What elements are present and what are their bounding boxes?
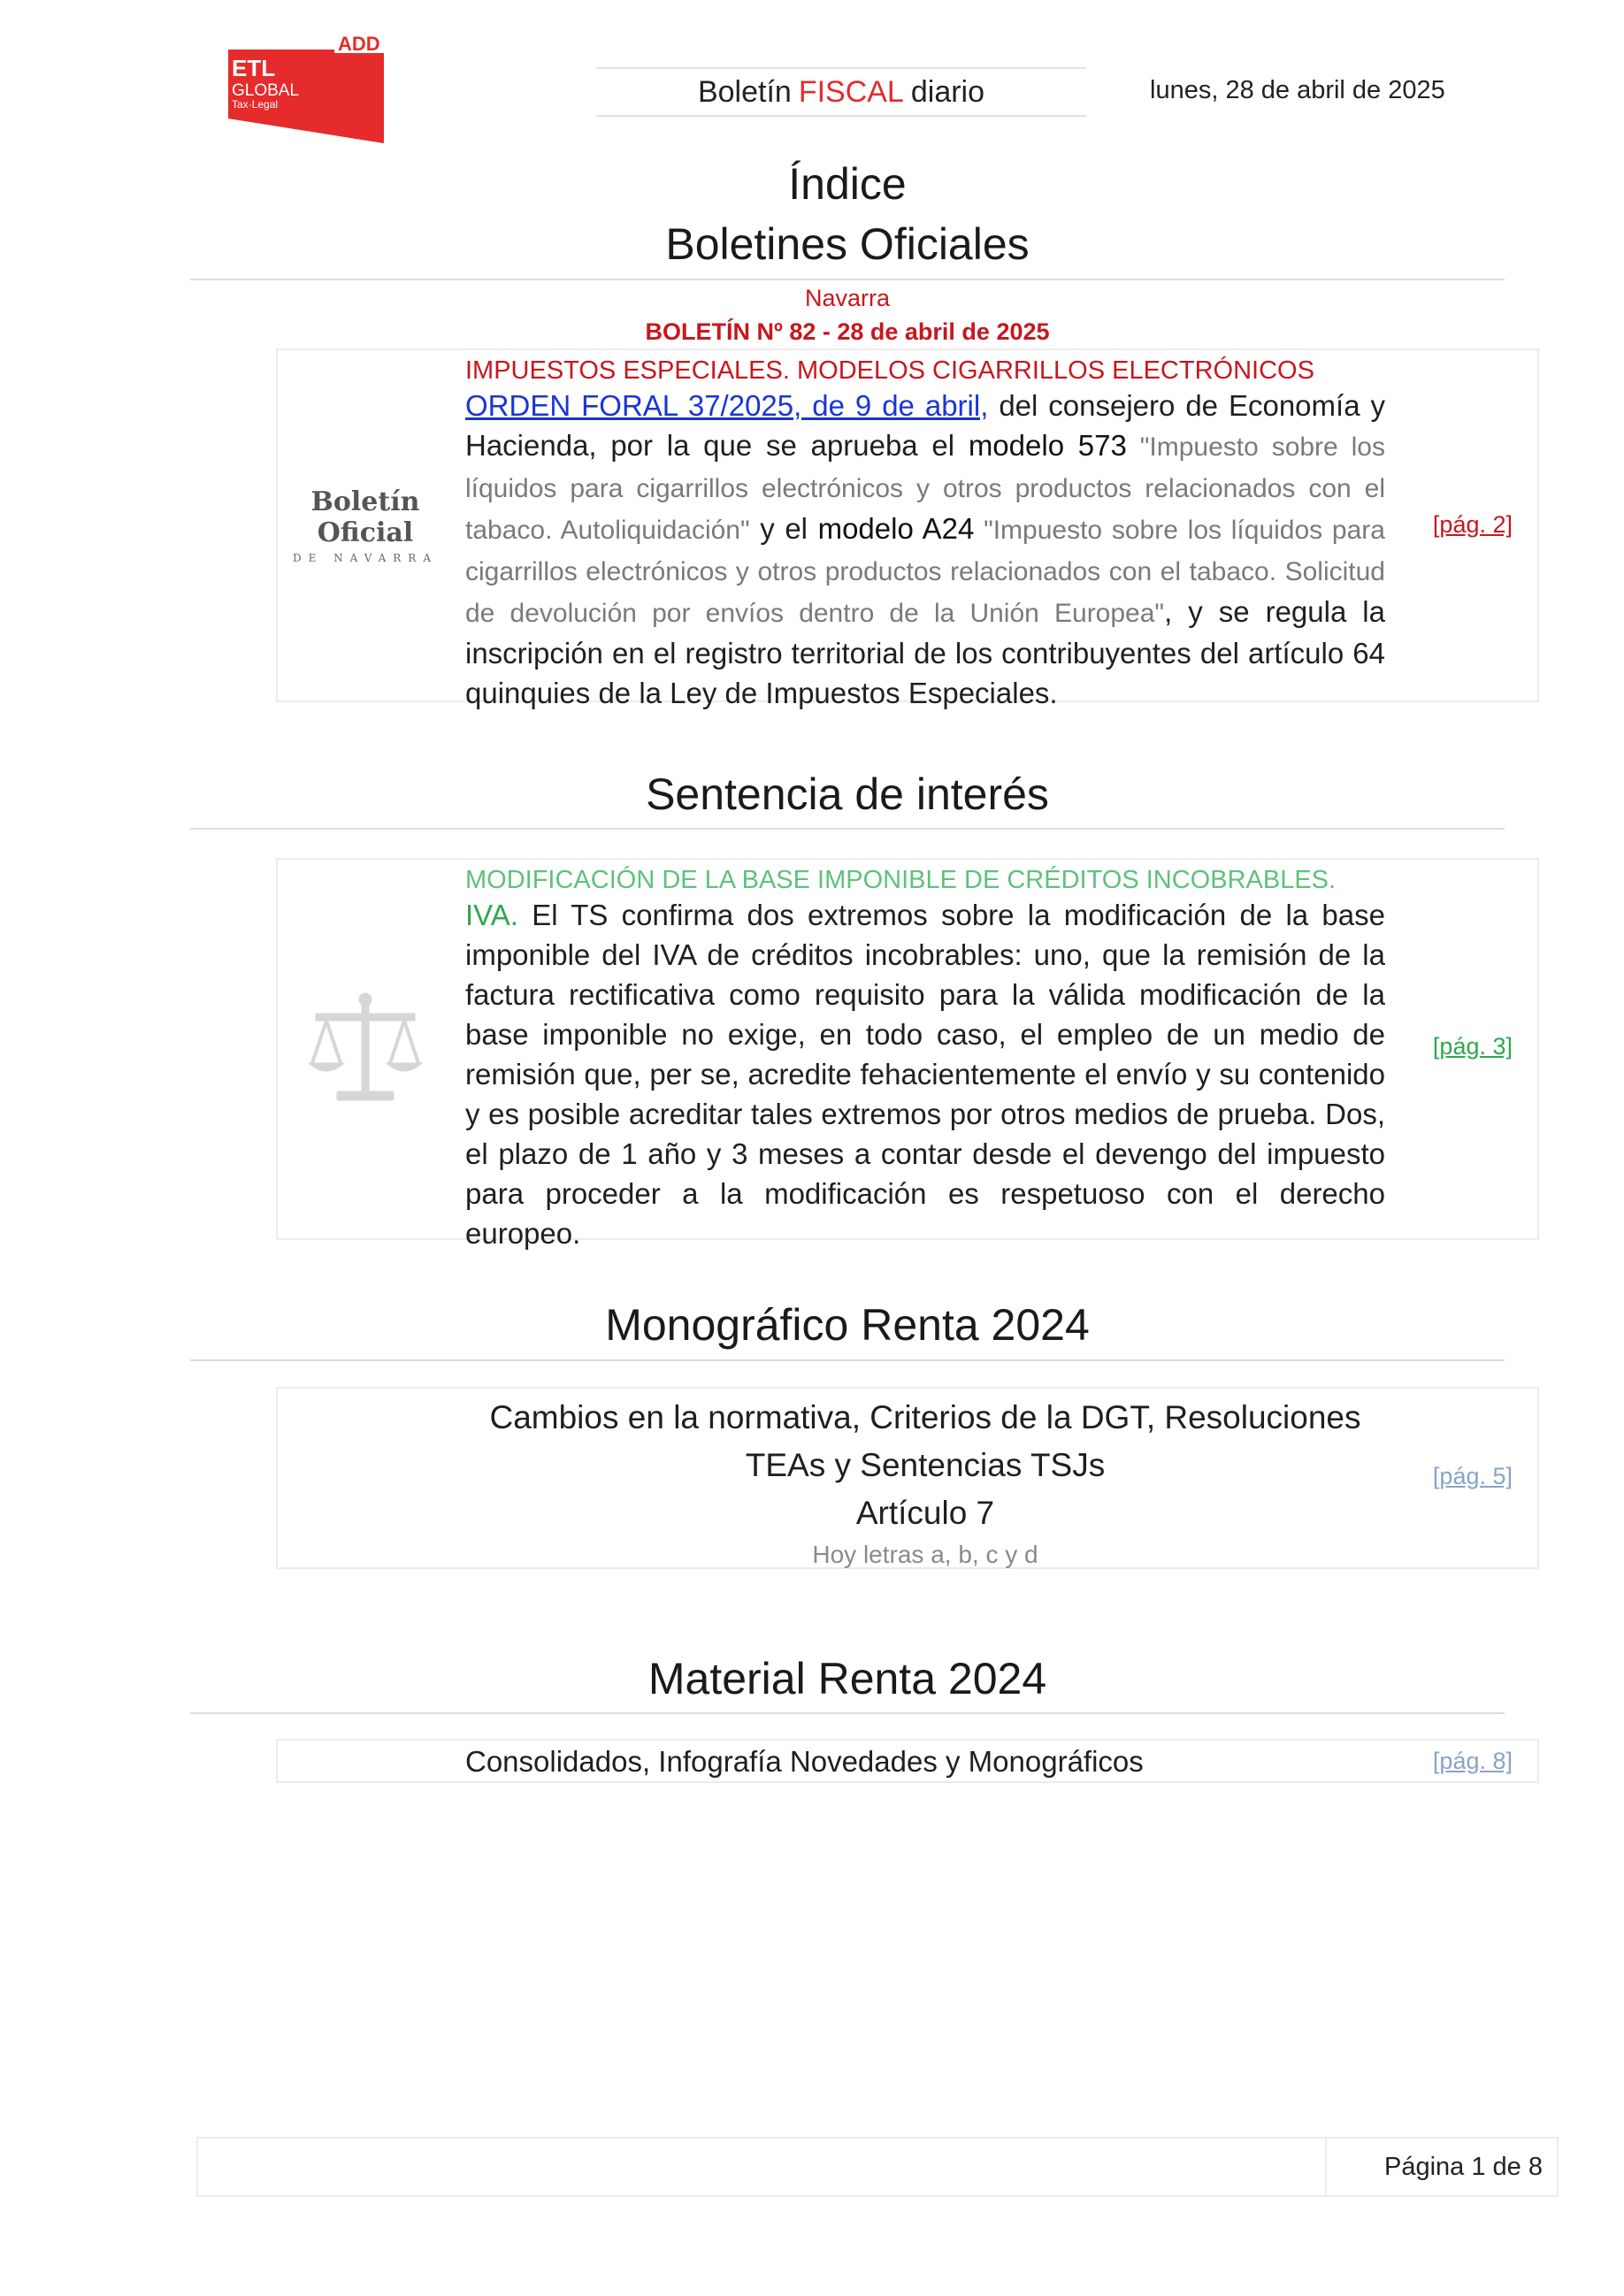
entry-boletin-navarra (276, 348, 1539, 709)
entry-sentencia (276, 858, 1539, 1250)
modelo-573: modelo 573 (968, 429, 1127, 462)
logo-brand: ETL (232, 55, 276, 81)
divider (190, 279, 1505, 280)
modelo-a24: modelo A24 (817, 512, 975, 545)
page-link-5[interactable]: [pág. 5] (1432, 1463, 1513, 1489)
divider (190, 1359, 1505, 1361)
footer-divider (1325, 2139, 1327, 2195)
page-footer (196, 2137, 1559, 2197)
divider (190, 1712, 1505, 1714)
entry-text-part: del consejero de Economía y Hacienda, por la que se aprueba el (465, 389, 1385, 462)
sentencia-body: El TS confirma dos extremos sobre la modificación de la base imponible del IVA de créditos incobrables: uno, que la remisión de la factura rectificativa como requisito para la válida modificación de la base imponible no exige, en todo caso, el empleo de un medio de remisión que, per se, acredite fehacientemente el envío y su contenido y es posible acreditar tales extremos por otros medios de prueba. Dos, el plazo de 1 año y 3 meses a contar desde el devengo del impuesto para proceder a la modificación es respetuoso con el derecho europeo. (465, 899, 1385, 1250)
sentencia-lead: IVA. (465, 899, 518, 931)
page-link-8[interactable]: [pág. 8] (1432, 1748, 1513, 1774)
bulletin-date: lunes, 28 de abril de 2025 (1150, 76, 1445, 104)
bulletin-number: BOLETÍN Nº 82 - 28 de abril de 2025 (645, 318, 1050, 345)
boletin-navarra-emblem (278, 350, 453, 700)
index-subtitle: Boletines Oficiales (665, 219, 1030, 269)
region-name: Navarra (804, 285, 891, 311)
page-number: Página 1 de 8 (1384, 2153, 1543, 2181)
bulletin-title-prefix: Boletín (697, 74, 792, 109)
bulletin-title-accent: FISCAL (798, 74, 904, 109)
sentencia-text (465, 895, 1385, 1253)
modelo-573-desc: "Impuesto sobre los líquidos para cigarrillos electrónicos y otros productos relacionados con el tabaco. Autoliquidación" (465, 432, 1385, 545)
material-heading: Material Renta 2024 (647, 1654, 1047, 1703)
entry-kicker: IMPUESTOS ESPECIALES. MODELOS CIGARRILLOS ELECTRÓNICOS (465, 356, 1314, 385)
scales-drawing (303, 987, 427, 1111)
logo-line1: GLOBAL (232, 81, 300, 100)
sentencia-kicker: MODIFICACIÓN DE LA BASE IMPONIBLE DE CRÉDITOS INCOBRABLES. (465, 866, 1337, 894)
material-text: Consolidados, Infografía Novedades y Monográficos (465, 1745, 1144, 1778)
logo-shape (219, 34, 384, 143)
etl-global-logo (219, 34, 384, 143)
entry-monografico (276, 1387, 1539, 1569)
emblem-title: Boletín Oficial (310, 486, 420, 548)
page-link-2[interactable]: [pág. 2] (1432, 511, 1513, 538)
monografico-line1: Cambios en la normativa, Criterios de la DGT, Resoluciones (489, 1399, 1361, 1435)
bulletin-title (596, 67, 1086, 117)
page-link-3[interactable]: [pág. 3] (1432, 1033, 1513, 1060)
bulletin-title-suffix: diario (910, 74, 985, 109)
divider (190, 828, 1505, 830)
modelo-a24-desc: "Impuesto sobre los líquidos para cigarrillos electrónicos y otros productos relacionados con el tabaco. Solicitud de devolución por envíos dentro de la Unión Europea" (465, 516, 1385, 628)
orden-foral-link[interactable]: ORDEN FORAL 37/2025, de 9 de abril, (465, 389, 989, 422)
entry-text-part: y el (749, 512, 818, 545)
entry-material (276, 1739, 1539, 1783)
sentencia-heading: Sentencia de interés (646, 769, 1049, 819)
monografico-heading: Monográfico Renta 2024 (605, 1300, 1090, 1350)
entry-text (465, 386, 1385, 713)
logo-badge: ADD (338, 34, 380, 55)
scales-icon (278, 860, 453, 1238)
monografico-line2: TEAs y Sentencias TSJs (745, 1447, 1106, 1483)
emblem-subtitle: DE NAVARRA (292, 552, 439, 564)
monografico-line3: Artículo 7 (855, 1495, 995, 1531)
logo-line2: Tax·Legal (232, 98, 279, 111)
index-title: Índice (788, 159, 907, 209)
monografico-line4: Hoy letras a, b, c y d (812, 1541, 1038, 1568)
entry-text-part: , y se regula la inscripción en el registro territorial de los contribuyentes del artículo 64 quinquies de la Ley de Impuestos Especiales. (465, 595, 1385, 709)
